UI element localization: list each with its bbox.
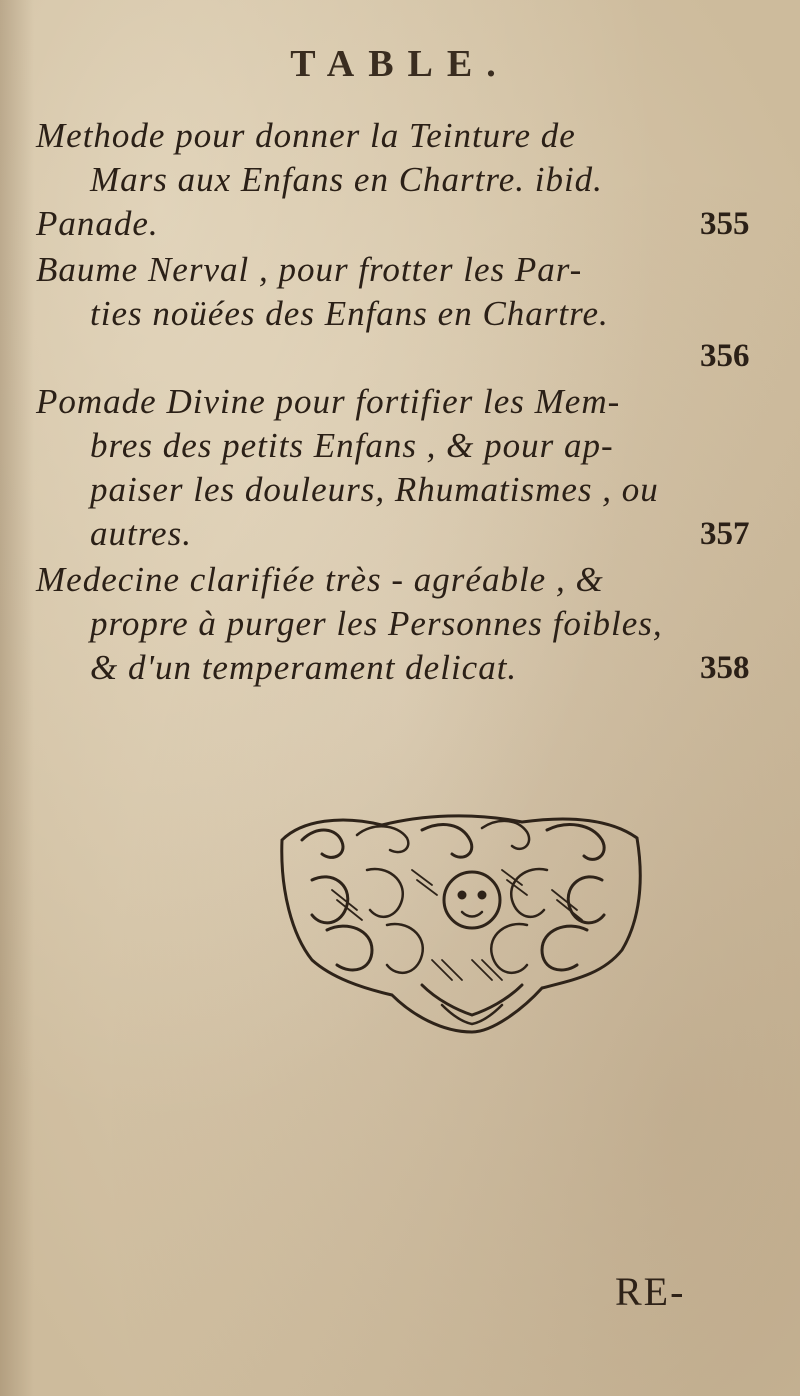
entry-line: Mars aux Enfans en Chartre. ibid. <box>90 160 603 199</box>
page-number: 355 <box>700 206 750 242</box>
entry-line: Medecine clarifiée très - agréable , & <box>36 560 604 599</box>
entry-line: Methode pour donner la Teinture de <box>36 116 576 155</box>
entry-line: bres des petits Enfans , & pour ap- <box>90 426 614 465</box>
entry-line: Pomade Divine pour fortifier les Mem- <box>36 382 621 421</box>
page-title: TABLE. <box>290 43 510 85</box>
page-number: 357 <box>700 516 750 552</box>
catchword: RE- <box>615 1269 686 1314</box>
page-number: 356 <box>700 338 750 374</box>
entry-line: Baume Nerval , pour frotter les Par- <box>36 250 583 289</box>
page-number: 358 <box>700 650 750 686</box>
entry-line: propre à purger les Personnes foibles, <box>90 604 663 643</box>
entry-line: paiser les douleurs, Rhumatismes , ou <box>90 470 659 509</box>
entry-line: Panade. <box>36 204 159 243</box>
entry-line: & d'un temperament delicat. <box>90 648 518 687</box>
entry-line: ties noüées des Enfans en Chartre. <box>90 294 609 333</box>
entry-line: autres. <box>90 514 192 553</box>
woodcut-vignette-ornament <box>272 810 650 1035</box>
